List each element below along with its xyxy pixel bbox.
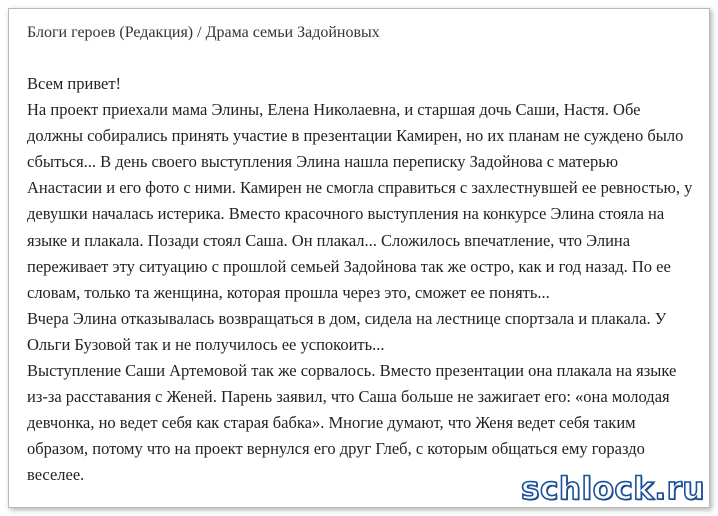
breadcrumb [27, 21, 380, 45]
article-greeting: Всем привет! [27, 74, 122, 93]
site-watermark: schlock.ru [521, 471, 705, 507]
post-frame [8, 8, 710, 508]
article-paragraph: Выступление Саши Артемовой так же сорвалось. Вместо презентации она плакала на языке из-за расставания с Женей. Парень заявил, что Саша больше не зажигает его: «она молодая девчонка, но ведет себя как старая бабка». Многие думают, что Женя ведет себя таким образом, потому что на проект вернулся его друг Глеб, с которым общаться ему гораздо веселее. [27, 361, 677, 485]
breadcrumb-post-title[interactable]: Драма семьи Задойновых [205, 24, 380, 41]
article-paragraph: Вчера Элина отказывалась возвращаться в дом, сидела на лестнице спортзала и плакала. У Ольги Бузовой так и не получилось ее успокоить... [27, 308, 667, 354]
breadcrumb-section-link[interactable]: Блоги героев (Редакция) [27, 24, 194, 41]
article-body [27, 71, 697, 489]
breadcrumb-separator: / [197, 24, 202, 41]
article-paragraph: На проект приехали мама Элины, Елена Николаевна, и старшая дочь Саши, Настя. Обе должны собирались принять участие в презентации Камирен, но их планам не суждено было сбыться... В день своего выступления Элина нашла переписку Задойнова с матерью Анастасии и его фото с ними. Камирен не смогла справиться с захлестнувшей ее ревностью, у девушки началась истерика. Вместо красочного выступления на конкурсе Элина стояла на языке и плакала. Позади стоял Саша. Он плакал... Сложилось впечатление, что Элина переживает эту ситуацию с прошлой семьей Задойнова так же остро, как и год назад. По ее словам, только та женщина, которая прошла через это, сможет ее понять... [27, 100, 693, 302]
